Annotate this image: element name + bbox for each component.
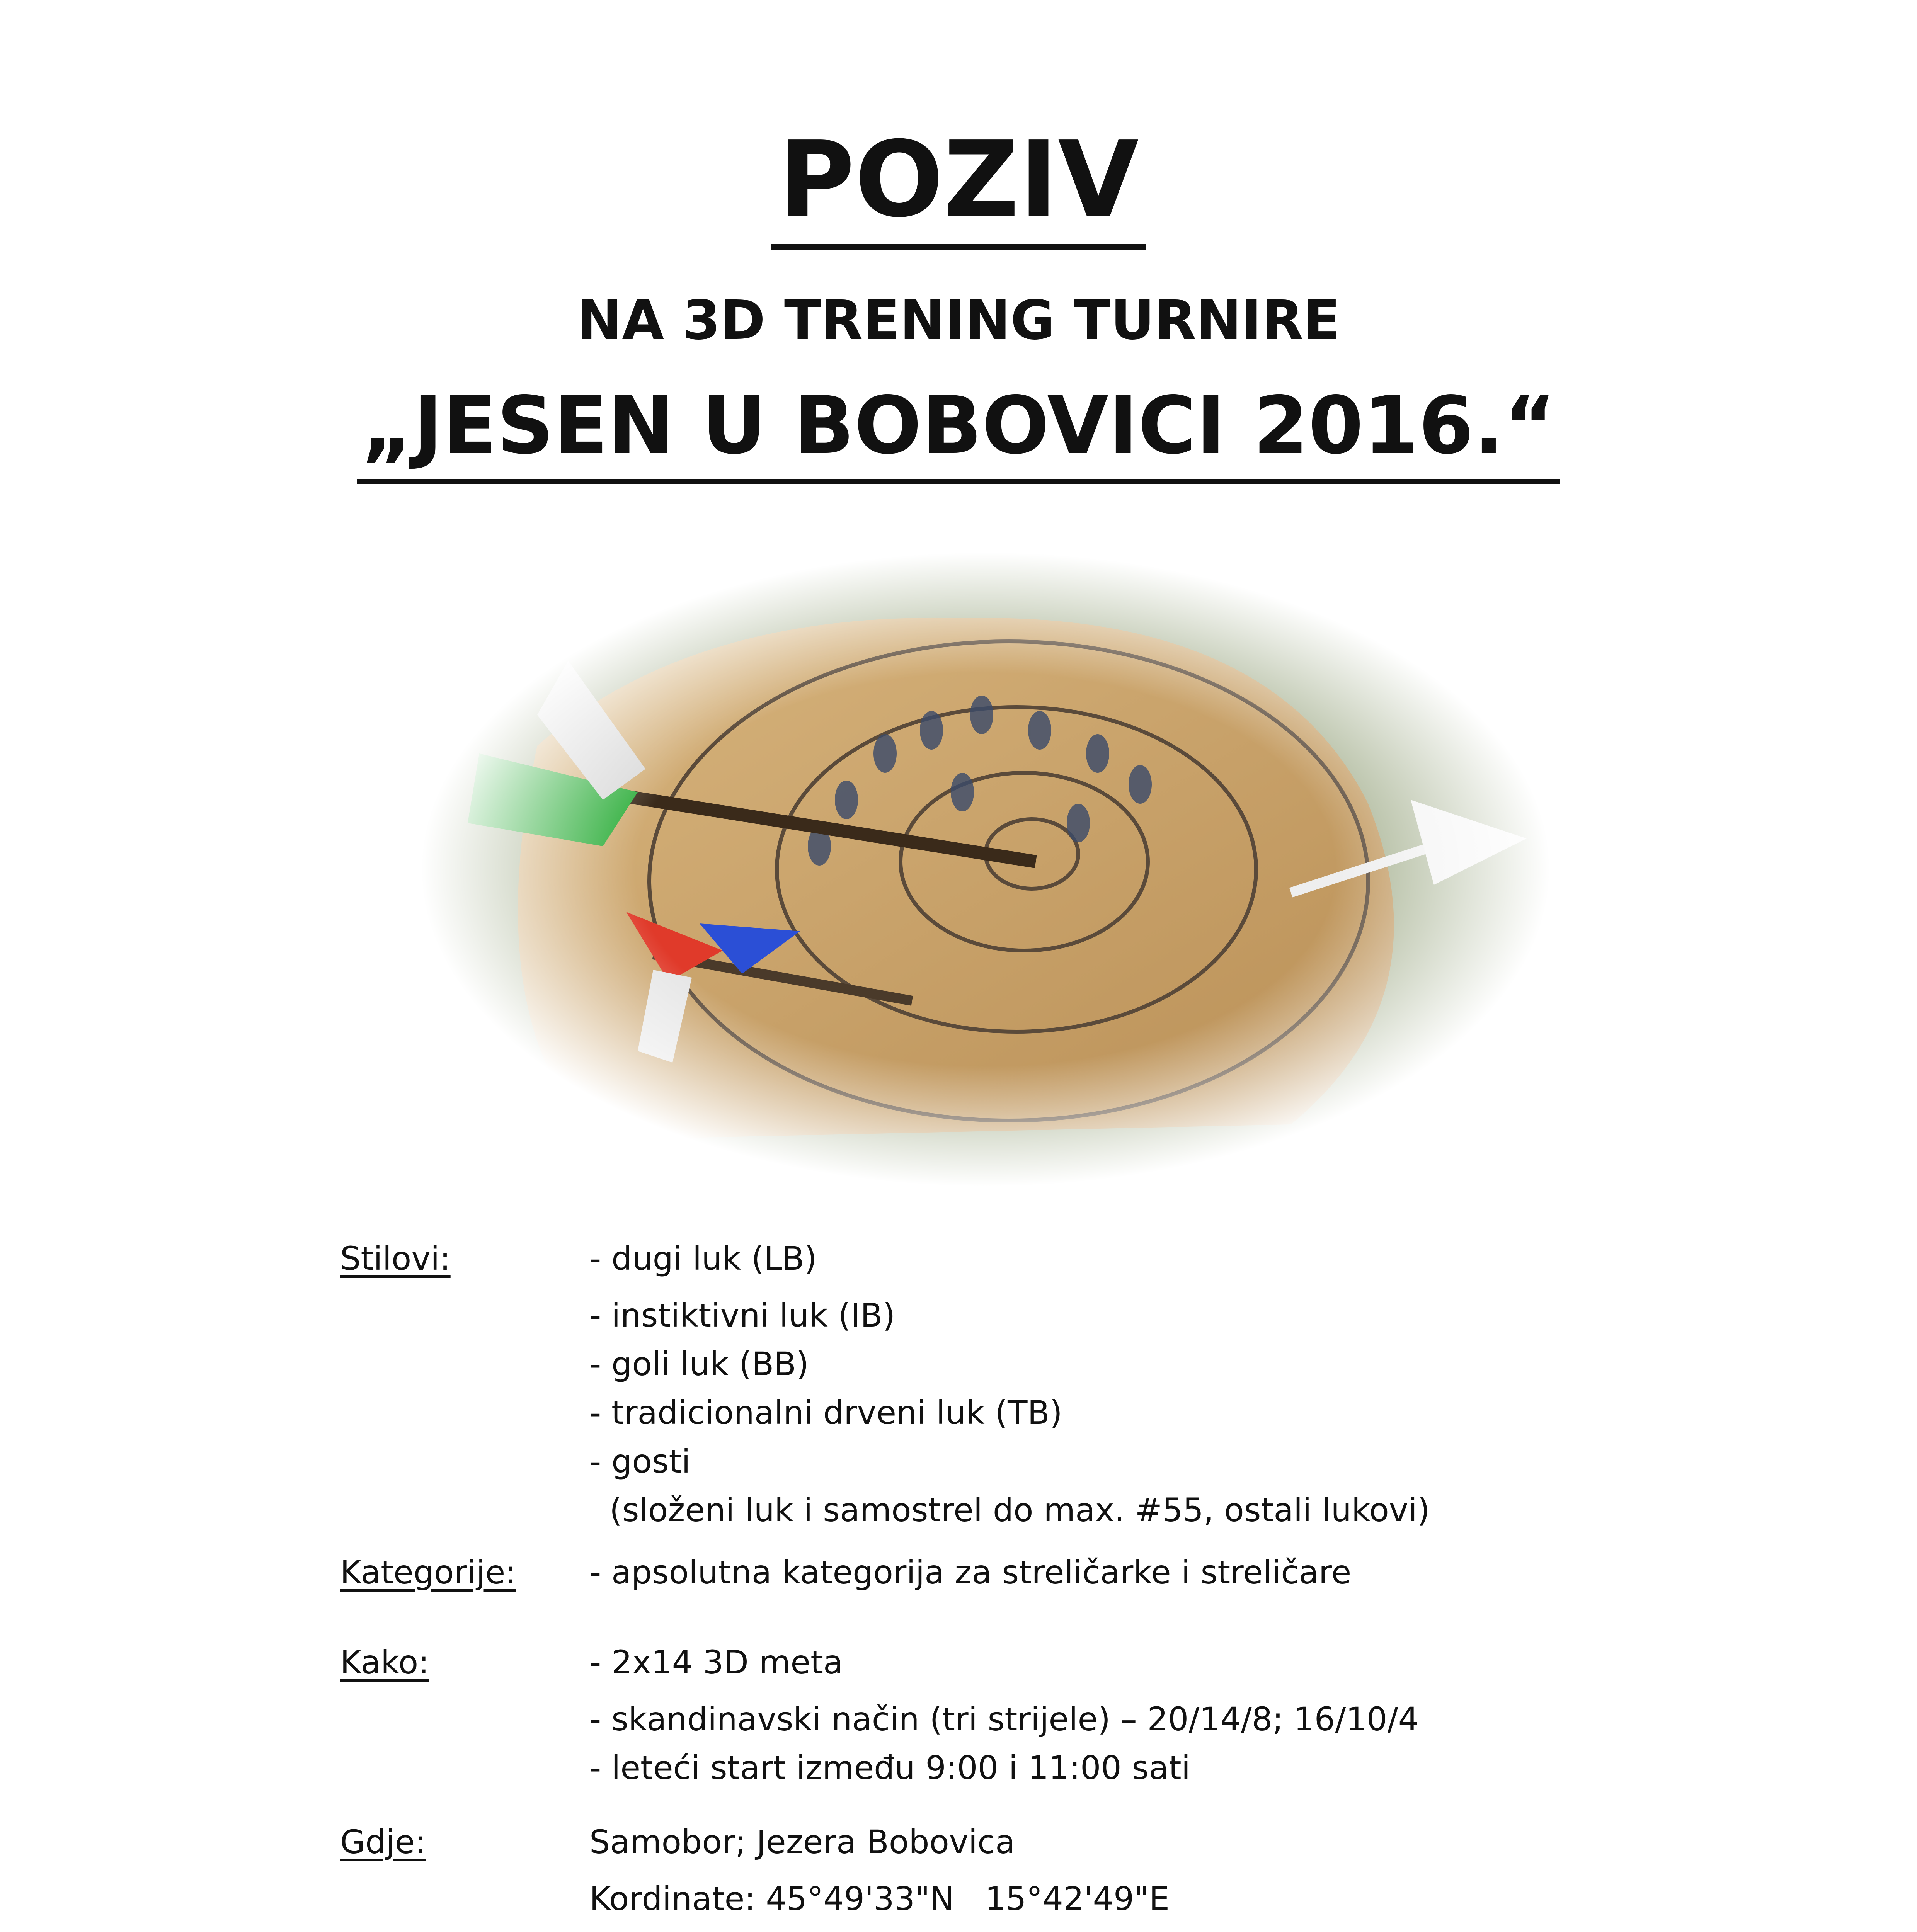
list-item: - tradicionalni drveni luk (TB) bbox=[589, 1394, 1062, 1432]
list-item: - gosti bbox=[589, 1442, 691, 1480]
section-label: Gdje: bbox=[340, 1823, 426, 1861]
section-label: Stilovi: bbox=[340, 1240, 451, 1277]
list-item: - 2x14 3D meta bbox=[589, 1643, 843, 1681]
list-item: - apsolutna kategorija za streličarke i streličare bbox=[589, 1553, 1352, 1591]
section-label: Kategorije: bbox=[340, 1553, 516, 1591]
list-item: Samobor; Jezera Bobovica bbox=[589, 1823, 1015, 1861]
list-item: - instiktivni luk (IB) bbox=[589, 1296, 896, 1334]
list-item: - skandinavski način (tri strijele) – 20/14/8; 16/10/4 bbox=[589, 1700, 1419, 1738]
section-lines bbox=[589, 1242, 1430, 1534]
section-lines bbox=[589, 1643, 1419, 1792]
list-item: (složeni luk i samostrel do max. #55, ostali lukovi) bbox=[609, 1491, 1430, 1529]
list-item: - leteći start između 9:00 i 11:00 sati bbox=[589, 1749, 1191, 1787]
section-label: Kako: bbox=[340, 1643, 429, 1681]
section-lines bbox=[589, 1553, 1352, 1605]
poster-subtitle: NA 3D TRENING TURNIRE bbox=[577, 289, 1340, 352]
archery-target-photo bbox=[421, 553, 1550, 1186]
poster-title: POZIV bbox=[0, 128, 1917, 232]
list-item: Kordinate: 45°49'33"N 15°42'49"E bbox=[589, 1880, 1170, 1918]
section-lines bbox=[589, 1823, 1170, 1923]
list-item: - dugi luk (LB) bbox=[589, 1240, 817, 1277]
list-item: - goli luk (BB) bbox=[589, 1345, 809, 1383]
event-name: „JESEN U BOBOVICI 2016.“ bbox=[0, 386, 1917, 466]
